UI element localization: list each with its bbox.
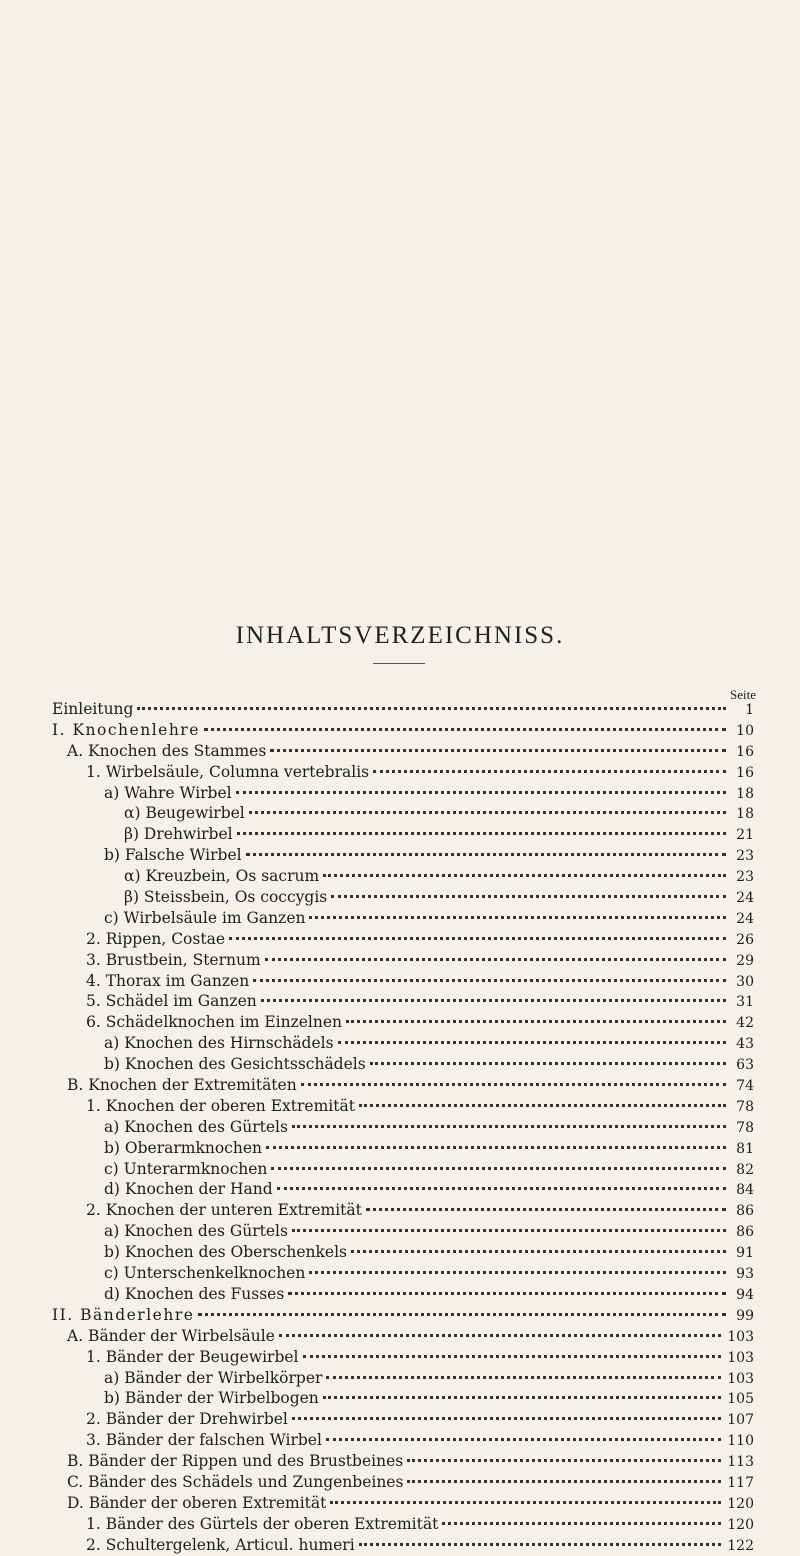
dot-leader <box>253 979 726 982</box>
toc-entry <box>52 1347 754 1368</box>
toc-entry <box>52 783 754 804</box>
title-divider <box>373 663 425 664</box>
dot-leader <box>326 1376 721 1379</box>
toc-entry-label: a) Knochen des Gürtels <box>104 1222 288 1241</box>
toc-entry-page: 24 <box>736 910 754 927</box>
toc-entry-page: 94 <box>736 1286 754 1303</box>
toc-entry-page: 86 <box>736 1203 754 1220</box>
dot-leader <box>288 1292 726 1295</box>
dot-leader <box>246 853 726 856</box>
toc-entry-page: 99 <box>736 1307 754 1324</box>
dot-leader <box>249 811 726 814</box>
toc-entry-label: I. Knochenlehre <box>52 720 200 739</box>
dot-leader <box>292 1229 726 1232</box>
toc-entry-page: 103 <box>727 1328 754 1345</box>
toc-entry-label: a) Wahre Wirbel <box>104 783 232 802</box>
toc-entry-page: 78 <box>736 1098 754 1115</box>
toc-entry <box>52 1514 754 1535</box>
dot-leader <box>309 1271 726 1274</box>
dot-leader <box>323 1396 721 1399</box>
toc-entry-label: 2. Schultergelenk, Articul. humeri <box>86 1535 355 1554</box>
toc-entry-label: 4. Thorax im Ganzen <box>86 971 250 990</box>
dot-leader <box>271 1167 726 1170</box>
dot-leader <box>373 770 726 773</box>
toc-entry-page: 107 <box>727 1412 754 1429</box>
toc-entry-page: 86 <box>736 1224 754 1241</box>
toc-entry-label: A. Bänder der Wirbelsäule <box>67 1326 275 1345</box>
table-of-contents <box>52 699 754 1556</box>
toc-entry-page: 1 <box>745 702 754 718</box>
toc-entry <box>52 971 754 992</box>
toc-entry-page: 81 <box>736 1140 754 1157</box>
toc-entry-page: 120 <box>727 1495 754 1512</box>
toc-entry-page: 117 <box>727 1474 754 1491</box>
toc-entry-label: 1. Bänder der Beugewirbel <box>86 1347 299 1366</box>
toc-entry-label: a) Knochen des Hirnschädels <box>104 1034 334 1053</box>
toc-entry-label: b) Bänder der Wirbelbogen <box>104 1389 319 1408</box>
dot-leader <box>326 1438 721 1441</box>
toc-entry-page: 120 <box>727 1516 754 1533</box>
dot-leader <box>204 728 726 731</box>
toc-entry-label: 1. Wirbelsäule, Columna vertebralis <box>86 762 370 781</box>
toc-entry <box>52 1409 754 1430</box>
toc-entry-page: 10 <box>736 722 754 739</box>
dot-leader <box>330 1501 721 1504</box>
toc-entry-label: 5. Schädel im Ganzen <box>86 992 257 1011</box>
toc-entry-page: 31 <box>736 994 754 1011</box>
toc-entry-label: Einleitung <box>52 700 134 718</box>
dot-leader <box>359 1104 726 1107</box>
toc-entry <box>52 803 754 824</box>
toc-entry-label: b) Oberarmknochen <box>104 1138 262 1157</box>
toc-entry-label: 2. Bänder der Drehwirbel <box>86 1410 288 1429</box>
toc-entry-label: d) Knochen der Hand <box>104 1180 273 1199</box>
toc-entry-page: 74 <box>736 1078 754 1095</box>
toc-entry-page: 103 <box>727 1370 754 1387</box>
toc-entry-page: 103 <box>727 1349 754 1366</box>
dot-leader <box>277 1187 726 1190</box>
toc-entry-page: 122 <box>727 1537 754 1554</box>
toc-entry-label: α) Kreuzbein, Os sacrum <box>124 867 320 886</box>
dot-leader <box>442 1522 721 1525</box>
toc-entry <box>52 866 754 887</box>
dot-leader <box>198 1313 726 1316</box>
dot-leader <box>301 1083 726 1086</box>
dot-leader <box>359 1543 722 1546</box>
toc-entry-page: 43 <box>736 1036 754 1053</box>
toc-entry-label: 1. Bänder des Gürtels der oberen Extremität <box>86 1514 439 1533</box>
toc-entry <box>52 1326 754 1347</box>
toc-entry-page: 16 <box>736 764 754 781</box>
toc-entry-label: α) Beugewirbel <box>124 804 245 823</box>
dot-leader <box>309 916 726 919</box>
toc-entry-label: β) Drehwirbel <box>124 825 233 844</box>
dot-leader <box>229 937 726 940</box>
toc-entry <box>52 1200 754 1221</box>
toc-entry-label: B. Bänder der Rippen und des Brustbeines <box>67 1452 404 1471</box>
toc-entry-page: 93 <box>736 1266 754 1283</box>
dot-leader <box>351 1250 726 1253</box>
toc-entry-label: B. Knochen der Extremitäten <box>67 1076 297 1095</box>
toc-entry <box>52 1388 754 1409</box>
toc-entry-page: 78 <box>736 1119 754 1136</box>
dot-leader <box>370 1062 726 1065</box>
dot-leader <box>331 895 726 898</box>
toc-entry <box>52 991 754 1012</box>
toc-entry-page: 16 <box>736 743 754 760</box>
toc-entry <box>52 1368 754 1389</box>
toc-entry <box>52 1117 754 1138</box>
toc-entry-label: 2. Knochen der unteren Extremität <box>86 1201 362 1220</box>
toc-entry <box>52 1472 754 1493</box>
toc-entry-label: c) Unterarmknochen <box>104 1159 268 1178</box>
toc-entry-page: 23 <box>736 869 754 886</box>
toc-entry <box>52 1138 754 1159</box>
dot-leader <box>265 958 726 961</box>
dot-leader <box>270 749 726 752</box>
toc-entry-label: 2. Rippen, Costae <box>86 929 225 948</box>
dot-leader <box>237 832 726 835</box>
toc-entry <box>52 1451 754 1472</box>
toc-entry-label: β) Steissbein, Os coccygis <box>124 888 328 907</box>
toc-entry-page: 23 <box>736 848 754 865</box>
toc-entry-page: 30 <box>736 973 754 990</box>
toc-entry-label: 3. Brustbein, Sternum <box>86 950 261 969</box>
dot-leader <box>292 1417 721 1420</box>
toc-entry <box>52 1033 754 1054</box>
dot-leader <box>292 1125 726 1128</box>
toc-entry <box>52 1242 754 1263</box>
toc-entry <box>52 908 754 929</box>
toc-entry-label: a) Knochen des Gürtels <box>104 1117 288 1136</box>
toc-entry-label: b) Knochen des Gesichtsschädels <box>104 1055 366 1074</box>
toc-entry <box>52 699 754 720</box>
toc-entry <box>52 1493 754 1514</box>
toc-entry-page: 29 <box>736 952 754 969</box>
toc-entry-page: 84 <box>736 1182 754 1199</box>
toc-entry-page: 113 <box>727 1454 754 1471</box>
toc-entry-page: 91 <box>736 1245 754 1262</box>
dot-leader <box>338 1041 726 1044</box>
toc-entry-page: 105 <box>727 1391 754 1408</box>
toc-entry <box>52 1284 754 1305</box>
toc-entry-label: b) Falsche Wirbel <box>104 846 242 865</box>
toc-entry-label: a) Bänder der Wirbelkörper <box>104 1368 323 1387</box>
toc-entry-page: 42 <box>736 1015 754 1032</box>
toc-entry-page: 26 <box>736 931 754 948</box>
toc-entry <box>52 720 754 741</box>
toc-entry-label: b) Knochen des Oberschenkels <box>104 1243 347 1262</box>
page-title: INHALTSVERZEICHNISS. <box>235 622 565 649</box>
toc-entry <box>52 1075 754 1096</box>
dot-leader <box>261 999 726 1002</box>
toc-entry-page: 24 <box>736 890 754 907</box>
toc-entry-label: D. Bänder der oberen Extremität <box>67 1493 327 1512</box>
toc-entry-page: 18 <box>736 785 754 802</box>
toc-entry <box>52 1263 754 1284</box>
dot-leader <box>346 1020 726 1023</box>
toc-entry <box>52 762 754 783</box>
toc-entry-page: 63 <box>736 1057 754 1074</box>
toc-entry-label: 3. Bänder der falschen Wirbel <box>86 1431 322 1450</box>
toc-entry-page: 21 <box>736 827 754 844</box>
toc-entry <box>52 887 754 908</box>
toc-entry-page: 110 <box>727 1433 754 1450</box>
toc-entry <box>52 824 754 845</box>
toc-entry <box>52 1179 754 1200</box>
dot-leader <box>137 707 726 710</box>
page-column-header: Seite <box>730 687 756 702</box>
dot-leader <box>407 1480 721 1483</box>
dot-leader <box>407 1459 721 1462</box>
toc-entry <box>52 845 754 866</box>
toc-entry-page: 18 <box>736 806 754 823</box>
toc-entry-label: II. Bänderlehre <box>52 1305 195 1324</box>
dot-leader <box>266 1146 726 1149</box>
toc-entry <box>52 1221 754 1242</box>
toc-entry-label: A. Knochen des Stammes <box>67 741 267 760</box>
toc-entry-label: c) Unterschenkelknochen <box>104 1264 306 1283</box>
toc-entry <box>52 1096 754 1117</box>
dot-leader <box>236 791 726 794</box>
toc-entry-label: c) Wirbelsäule im Ganzen <box>104 908 306 927</box>
dot-leader <box>366 1208 726 1211</box>
toc-entry <box>52 950 754 971</box>
toc-entry-page: 82 <box>736 1161 754 1178</box>
toc-entry <box>52 741 754 762</box>
toc-entry <box>52 1430 754 1451</box>
toc-entry <box>52 929 754 950</box>
toc-entry <box>52 1535 754 1556</box>
toc-entry-label: 6. Schädelknochen im Einzelnen <box>86 1013 343 1032</box>
dot-leader <box>323 874 726 877</box>
dot-leader <box>279 1334 721 1337</box>
toc-entry <box>52 1305 754 1326</box>
toc-entry <box>52 1159 754 1180</box>
dot-leader <box>303 1355 722 1358</box>
toc-entry <box>52 1012 754 1033</box>
toc-entry-label: d) Knochen des Fusses <box>104 1284 285 1303</box>
toc-entry <box>52 1054 754 1075</box>
toc-entry-label: C. Bänder des Schädels und Zungenbeines <box>67 1472 404 1491</box>
toc-entry-label: 1. Knochen der oberen Extremität <box>86 1096 355 1115</box>
